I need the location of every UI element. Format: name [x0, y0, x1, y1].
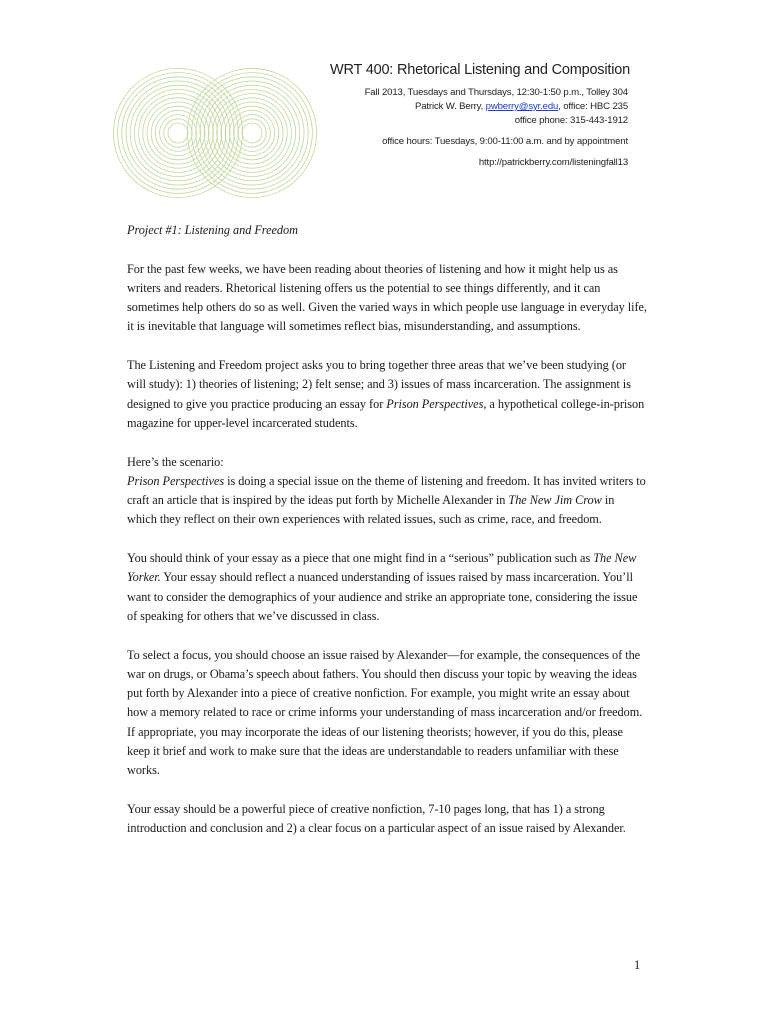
- logo-ring: [204, 85, 300, 181]
- paragraph-intro: For the past few weeks, we have been reading about theories of listening and how it might help us as writers and readers. Rhetorical listening offers us the potential to see things differently, and it can sometimes help others do so as well. Given the varied ways in which people use language in everyday life, it is inevitable that language will sometimes reflect bias, misunderstanding, and assumptions.: [127, 261, 647, 334]
- publication-title: The New Yorker.: [127, 551, 637, 585]
- magazine-title: Prison Perspectives: [127, 473, 225, 488]
- logo-ring: [168, 123, 188, 143]
- instructor-email-link[interactable]: pwberry@syr.edu: [485, 101, 559, 112]
- paragraph-audience: [127, 549, 647, 626]
- text-span: Your essay should reflect a nuanced understanding of issues raised by mass incarceration. You’ll want to consider the demographics of your audience and strike an appropriate tone, considering the issue of speaking for others that we’ve discussed in class.: [127, 570, 638, 623]
- logo-ring: [217, 98, 287, 168]
- logo-ring: [229, 110, 274, 155]
- magazine-title: Prison Perspectives,: [386, 396, 487, 411]
- logo-ring: [187, 68, 316, 197]
- logo-ring: [118, 73, 239, 194]
- course-schedule: Fall 2013, Tuesdays and Thursdays, 12:30-1:50 p.m., Tolley 304: [364, 87, 628, 98]
- project-title: Project #1: Listening and Freedom: [127, 223, 298, 237]
- logo-ring: [213, 94, 292, 173]
- assignment-body: [127, 221, 647, 858]
- book-title: The New Jim Crow: [508, 493, 602, 508]
- overlapping-circles-logo: [110, 62, 322, 204]
- logo-ring: [113, 68, 242, 197]
- text-span: is doing a special issue on the theme of listening and freedom. It has invited writers to craft an article that is inspired by the ideas put forth by Michelle Alexander in: [127, 473, 646, 508]
- paragraph-project-overview: [127, 356, 647, 433]
- text-span: in which they reflect on their own experiences with related issues, such as crime, race, and freedom.: [127, 493, 615, 527]
- text-span: a hypothetical college-in-prison magazine for upper-level incarcerated students.: [127, 396, 645, 430]
- course-title: WRT 400: Rhetorical Listening and Composition: [330, 62, 630, 78]
- text-span: The Listening and Freedom project asks you to bring together three areas that we’ve been studying (or will study): 1) theories of listening; 2) felt sense; and 3) issues of mass incarceration. The assignment is designed to give you practice producing an essay for: [127, 358, 631, 411]
- logo-ring: [242, 123, 262, 143]
- text-span: You should think of your essay as a piece that one might find in a “serious” publication such as: [127, 551, 594, 566]
- logo-ring: [160, 115, 197, 152]
- course-url: http://patrickberry.com/listeningfall13: [478, 157, 628, 168]
- office-phone: office phone: 315-443-1912: [514, 115, 628, 126]
- logo-ring: [130, 85, 226, 181]
- paragraph-focus: To select a focus, you should choose an issue raised by Alexander—for example, the consequences of the war on drugs, or Obama’s speech about fathers. You should then discuss your topic by weaving the ideas put forth by Alexander into a piece of creative nonfiction. For example, you might write an essay about how a memory related to race or crime informs your understanding of mass incarceration and/or freedom. If appropriate, you may incorporate the ideas of our listening theorists; however, if you do this, please keep it brief and work to make sure that the ideas are understandable to readers unfamiliar with these works.: [127, 647, 643, 778]
- office-location: , office: HBC 235: [558, 101, 628, 112]
- page-number: 1: [634, 958, 641, 972]
- paragraph-scenario: [127, 453, 647, 530]
- course-header: [330, 62, 628, 170]
- logo-ring: [234, 115, 271, 152]
- instructor-name: Patrick W. Berry,: [414, 101, 486, 112]
- instructor-line: [330, 100, 628, 114]
- paragraph-requirements: Your essay should be a powerful piece of creative nonfiction, 7-10 pages long, that has 1) a strong introduction and conclusion and 2) a clear focus on a particular aspect of an issue raised by Alexander.: [127, 801, 626, 836]
- logo-ring: [192, 73, 313, 194]
- logo-ring: [143, 98, 213, 168]
- logo-ring: [139, 94, 218, 173]
- scenario-label: Here’s the scenario:: [127, 454, 224, 469]
- office-hours: office hours: Tuesdays, 9:00-11:00 a.m. and by appointment: [382, 136, 628, 147]
